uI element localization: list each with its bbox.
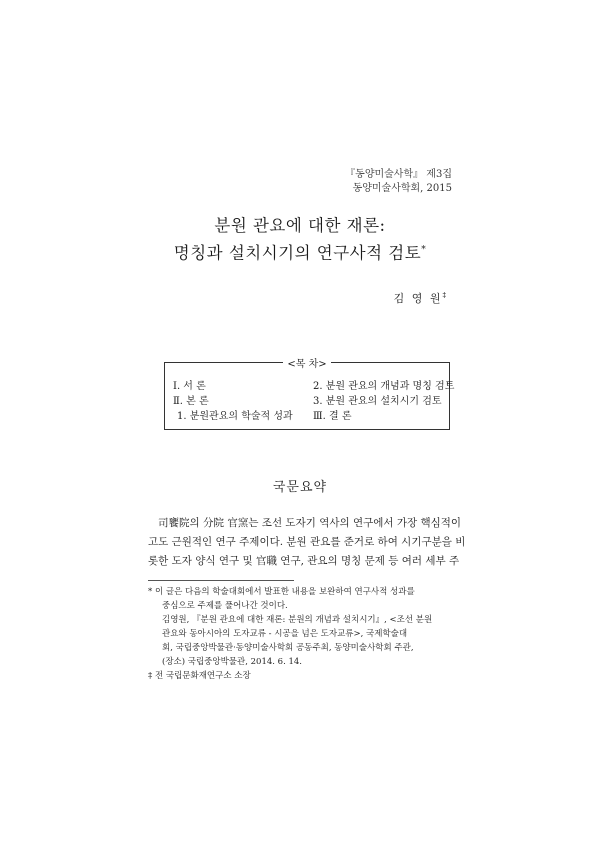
toc-title-text: <목 차> bbox=[283, 359, 330, 370]
title-footnote-mark: * bbox=[421, 245, 427, 255]
journal-publisher: 동양미술사학회, 2015 bbox=[352, 183, 452, 194]
toc-item-intro: Ⅰ. 서 론 bbox=[173, 381, 206, 392]
paper-title bbox=[0, 213, 600, 266]
footnote-line: 김영원, 『분원 관요에 대한 재론: 분원의 개념과 설치시기』, <조선 분원 bbox=[162, 615, 433, 625]
footnote-divider bbox=[148, 580, 294, 581]
title-line-2 bbox=[0, 238, 600, 266]
footnote-affiliation: ‡ 전 국립문화재연구소 소장 bbox=[148, 671, 251, 681]
footnote-line: 회, 국립중앙박물관·동양미술사학회 공동주최, 동양미술사학회 주관, bbox=[162, 643, 414, 653]
abstract-line: 롯한 도자 양식 연구 및 官職 연구, 관요의 명칭 문제 등 여러 세부 주 bbox=[148, 555, 460, 567]
author-affiliation-mark: ‡ bbox=[442, 291, 446, 300]
toc-item-main-1: 1. 분원관요의 학술적 성과 bbox=[177, 411, 293, 422]
abstract-heading: 국문요약 bbox=[272, 480, 328, 495]
author bbox=[394, 290, 446, 306]
footnote-line: * 이 글은 다음의 학술대회에서 발표한 내용을 보완하여 연구사적 성과를 bbox=[148, 587, 415, 597]
abstract-line: 司饔院의 分院 官窯는 조선 도자기 역사의 연구에서 가장 핵심적이 bbox=[158, 517, 462, 529]
journal-info bbox=[345, 168, 452, 196]
title-line-2-text: 명칭과 설치시기의 연구사적 검토 bbox=[173, 243, 422, 263]
toc-item-main: Ⅱ. 본 론 bbox=[173, 396, 209, 407]
footnote-line: 중심으로 주제를 풀어나간 것이다. bbox=[162, 601, 288, 611]
author-name: 김 영 원 bbox=[393, 292, 443, 305]
footnote-line: 관요와 동아시아의 도자교류 - 시공을 넘은 도자교류>, 국제학술대 bbox=[162, 629, 408, 639]
footnotes bbox=[148, 585, 454, 683]
toc-item-main-3: 3. 분원 관요의 설치시기 검토 bbox=[313, 396, 442, 407]
toc-item-main-2: 2. 분원 관요의 개념과 명칭 검토 bbox=[313, 381, 455, 392]
footnote-line: (장소) 국립중앙박물관, 2014. 6. 14. bbox=[162, 657, 303, 667]
title-line-1: 분원 관요에 대한 재론: bbox=[214, 216, 386, 235]
table-of-contents bbox=[164, 359, 455, 430]
toc-title bbox=[165, 355, 449, 370]
journal-issue: 『동양미술사학』 제3집 bbox=[345, 169, 452, 180]
toc-item-conclusion: Ⅲ. 결 론 bbox=[313, 411, 352, 422]
abstract-body bbox=[148, 514, 466, 571]
abstract-line: 고도 근원적인 연구 주제이다. 분원 관요를 준거로 하여 시기구분을 비 bbox=[148, 536, 466, 548]
